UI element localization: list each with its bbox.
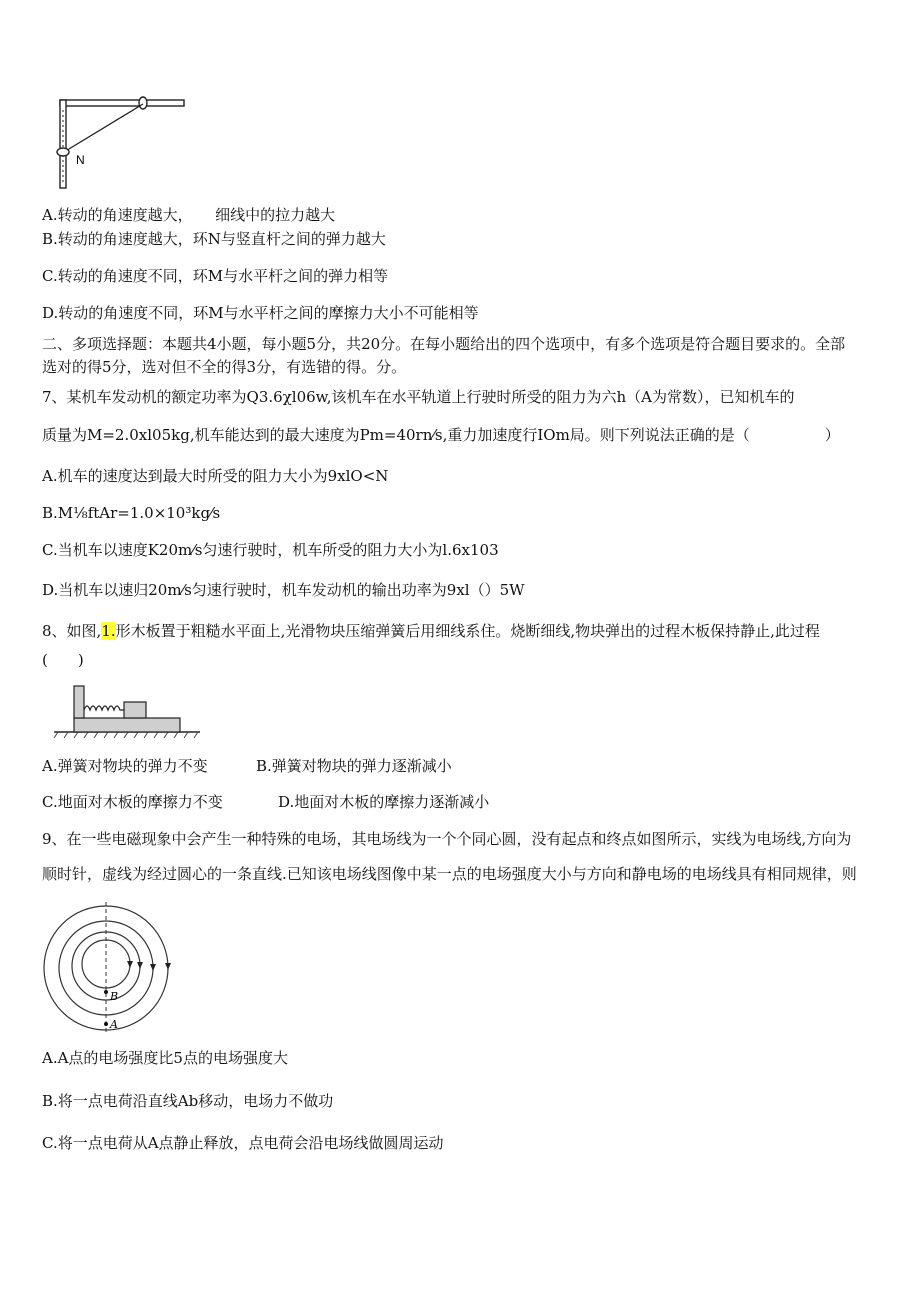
concentric-field-figure	[40, 898, 180, 1038]
ring-n-label: N	[76, 153, 85, 167]
q8-option-a: A.弹簧对物块的弹力不变	[42, 757, 208, 775]
q7-option-c: C.当机车以速度K20m⁄s匀速行驶时，机车所受的阻力大小为l.6x103	[42, 541, 499, 559]
point-b-label: B	[110, 990, 119, 1003]
q9-option-c: C.将一点电荷从A点静止释放，点电荷会沿电场线做圆周运动	[42, 1134, 444, 1152]
section2-heading-line2: 选对的得5分，选对但不全的得3分，有选错的得。分。	[42, 358, 407, 376]
q8-answer-paren: ( )	[42, 651, 84, 669]
q8-stem-prefix: 8、如图,	[42, 622, 102, 640]
q6-option-d: D.转动的角速度不同，环M与水平杆之间的摩擦力大小不可能相等	[42, 304, 479, 322]
q9-option-a: A.A点的电场强度比5点的电场强度大	[42, 1049, 288, 1067]
q8-option-d: D.地面对木板的摩擦力逐渐减小	[278, 793, 490, 811]
rod-ring-figure	[48, 92, 193, 192]
q6-option-b: B.转动的角速度越大，环N与竖直杆之间的弹力越大	[42, 230, 386, 248]
q8-stem	[42, 621, 820, 641]
point-a-label: A	[110, 1018, 118, 1031]
q9-option-b: B.将一点电荷沿直线Ab移动，电场力不做功	[42, 1092, 334, 1110]
q8-option-c: C.地面对木板的摩擦力不变	[42, 793, 223, 811]
q7-option-d: D.当机车以速归20m⁄s匀速行驶时，机车发动机的输出功率为9xl（）5W	[42, 581, 525, 599]
q7-stem-line2: 质量为M=2.0xl05kg,机车能达到的最大速度为Pm=40rn⁄s,重力加速度行IOm局。则下列说法正确的是（ ）	[42, 426, 840, 444]
q6-option-a: A.转动的角速度越大， 细线中的拉力越大	[42, 206, 336, 224]
q9-stem-line1: 9、在一些电磁现象中会产生一种特殊的电场，其电场线为一个个同心圆，没有起点和终点如图所示，实线为电场线,方向为	[42, 830, 852, 848]
q7-option-a: A.机车的速度达到最大时所受的阻力大小为9xlO<N	[42, 467, 389, 485]
q6-option-c: C.转动的角速度不同，环M与水平杆之间的弹力相等	[42, 267, 389, 285]
section2-heading-line1: 二、多项选择题：本题共4小题，每小题5分，共20分。在每小题给出的四个选项中，有多个选项是符合题目要求的。全部	[42, 335, 846, 353]
q9-stem-line2: 顺时针，虚线为经过圆心的一条直线.已知该电场线图像中某一点的电场强度大小与方向和静电场的电场线具有相同规律，则	[42, 865, 857, 883]
q7-stem-line1: 7、某机车发动机的额定功率为Q3.6χl06w,该机车在水平轨道上行驶时所受的阻力为六h（A为常数），已知机车的	[42, 388, 795, 406]
spring-block-figure	[52, 680, 202, 742]
q8-stem-rest: 形木板置于粗糙水平面上,光滑物块压缩弹簧后用细线系住。烧断细线,物块弹出的过程木板保持静止,此过程	[115, 622, 820, 640]
q7-option-b: B.M⅛ftAr=1.0×10³kg⁄s	[42, 504, 221, 522]
q8-option-b: B.弹簧对物块的弹力逐渐减小	[256, 757, 452, 775]
q8-highlight: 1.	[101, 622, 116, 640]
